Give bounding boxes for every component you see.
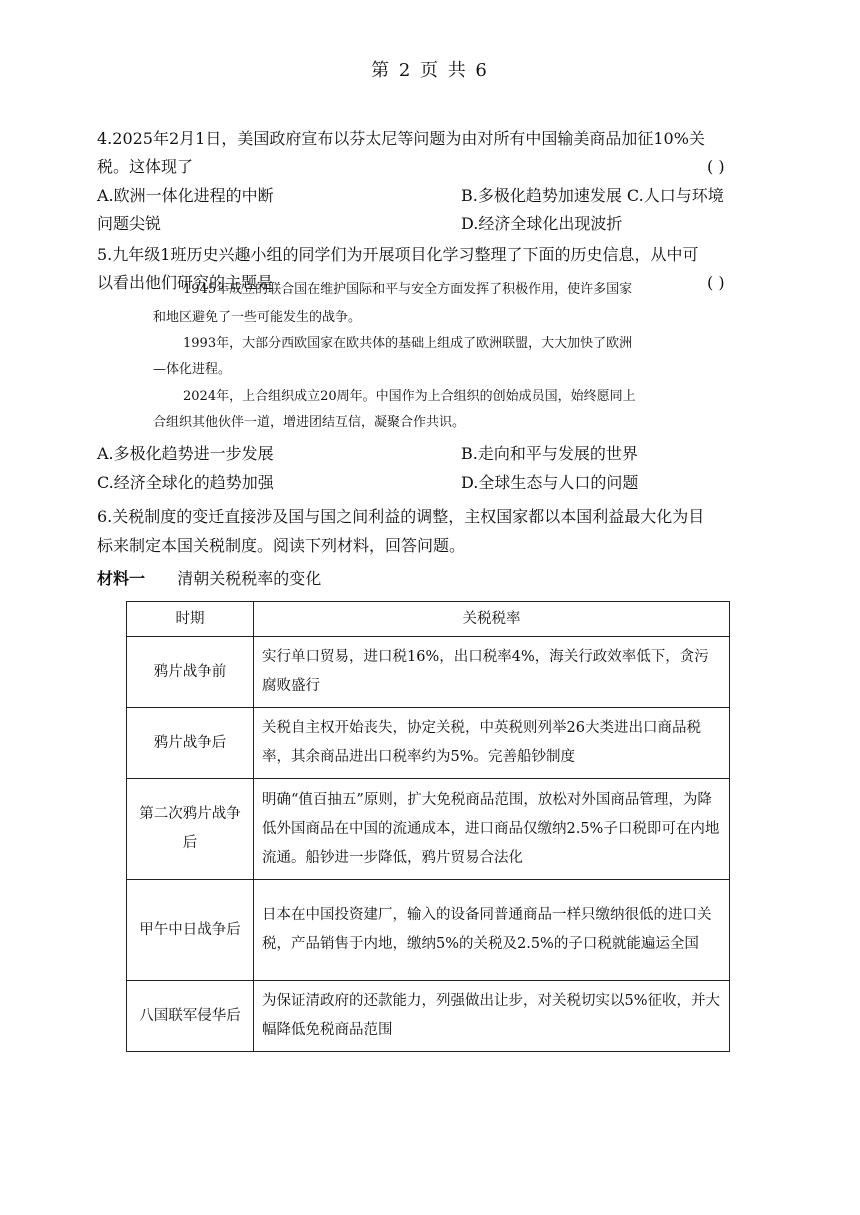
q5-quote-line: 2024年，上合组织成立20周年。中国作为上合组织的创始成员国，始终愿同上	[183, 389, 636, 404]
table-cell-rate: 日本在中国投资建厂，输入的设备同普通商品一样只缴纳很低的进口关税，产品销售于内地，缴纳5%的关税及2.5%的子口税就能遍运全国	[254, 880, 730, 981]
q5-answer-paren: ( )	[707, 273, 725, 292]
material-title: 清朝关税税率的变化	[177, 569, 322, 588]
q5-option-b: B.走向和平与发展的世界	[461, 444, 638, 463]
table-header-period: 时期	[127, 602, 254, 637]
table-row	[127, 708, 730, 779]
q6-stem-line1: 6.关税制度的变迁直接涉及国与国之间利益的调整，主权国家都以本国利益最大化为目	[97, 507, 705, 526]
q4-answer-paren: ( )	[707, 157, 725, 176]
q4-option-a: A.欧洲一体化进程的中断	[97, 186, 274, 205]
table-row	[127, 880, 730, 981]
table-cell-rate: 为保证清政府的还款能力，列强做出让步，对关税切实以5%征收，并大幅降低免税商品范围	[254, 981, 730, 1052]
table-header-rate: 关税税率	[254, 602, 730, 637]
table-cell-rate: 关税自主权开始丧失，协定关税，中英税则列举26大类进出口商品税率，其余商品进出口税率约为5%。完善船钞制度	[254, 708, 730, 779]
q4-option-b-c: B.多极化趋势加速发展 C.人口与环境	[461, 186, 724, 205]
table-cell-period: 鸦片战争后	[127, 708, 254, 779]
q5-quote-line: 合组织其他伙伴一道，增进团结互信，凝聚合作共识。	[153, 415, 466, 430]
q5-option-d: D.全球生态与人口的问题	[461, 473, 639, 492]
table-row	[127, 981, 730, 1052]
table-cell-period: 甲午中日战争后	[127, 880, 254, 981]
page-indicator: 第 2 页 共 6	[371, 60, 489, 81]
q5-option-a: A.多极化趋势进一步发展	[97, 444, 274, 463]
table-row	[127, 637, 730, 708]
table-cell-rate: 实行单口贸易，进口税16%，出口税率4%，海关行政效率低下，贪污腐败盛行	[254, 637, 730, 708]
q4-stem-line1: 4.2025年2月1日，美国政府宣布以芬太尼等问题为由对所有中国输美商品加征10%关	[97, 129, 705, 148]
q5-quote-line: 1993年，大部分西欧国家在欧共体的基础上组成了欧洲联盟，大大加快了欧洲	[183, 336, 633, 351]
q5-stem-line1: 5.九年级1班历史兴趣小组的同学们为开展项目化学习整理了下面的历史信息，从中可	[97, 245, 699, 264]
q5-quote-line: 1945年成立的联合国在维护国际和平与安全方面发挥了积极作用，使许多国家	[183, 282, 633, 297]
table-header-row	[127, 602, 730, 637]
q5-quote-line: 和地区避免了一些可能发生的战争。	[153, 310, 362, 325]
q5-stem-line2: 以看出他们研究的主题是	[97, 273, 274, 292]
table-row	[127, 779, 730, 880]
q5-quote-line: —体化进程。	[153, 362, 232, 377]
q6-stem-line2: 标来制定本国关税制度。阅读下列材料，回答问题。	[97, 536, 466, 555]
material-label: 材料一	[97, 569, 146, 588]
table-cell-rate: 明确“值百抽五”原则，扩大免税商品范围，放松对外国商品管理，为降低外国商品在中国的流通成本，进口商品仅缴纳2.5%子口税即可在内地流通。船钞进一步降低，鸦片贸易合法化	[254, 779, 730, 880]
table-cell-period: 八国联军侵华后	[127, 981, 254, 1052]
table-cell-period: 第二次鸦片战争后	[127, 779, 254, 880]
tariff-table	[126, 601, 730, 1052]
table-cell-period: 鸦片战争前	[127, 637, 254, 708]
q4-stem-line2: 税。这体现了	[97, 157, 194, 176]
material-heading	[97, 569, 321, 589]
q4-option-c-cont: 问题尖锐	[97, 214, 162, 233]
q4-option-d: D.经济全球化出现波折	[461, 214, 623, 233]
q5-option-c: C.经济全球化的趋势加强	[97, 473, 274, 492]
